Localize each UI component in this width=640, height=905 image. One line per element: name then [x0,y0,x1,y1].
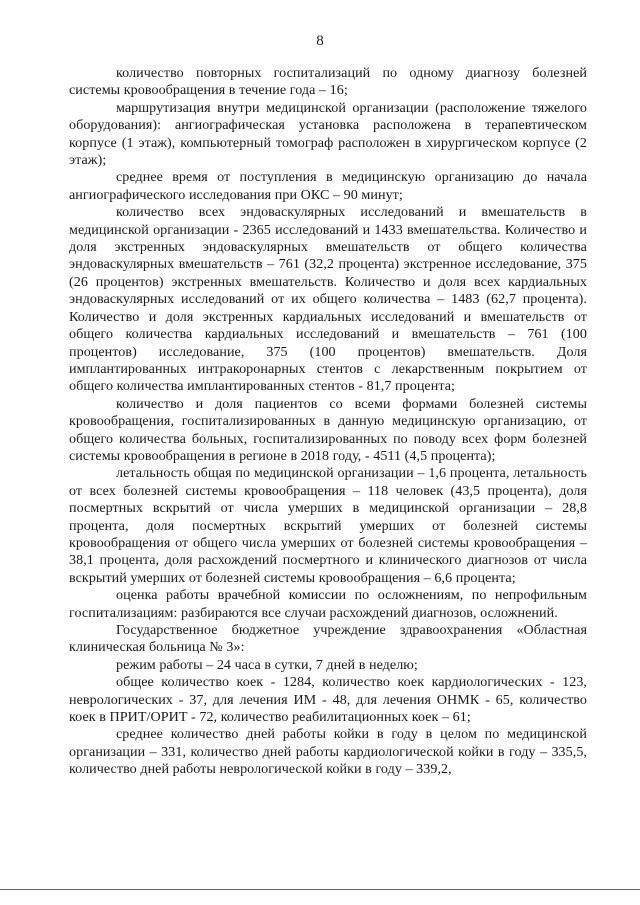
page-number: 8 [316,33,324,49]
paragraph-patient-share: количество и доля пациентов со всеми формами болезней системы кровообращения, госпитализированных в данную медицинскую организацию, от общего количества больных, госпитализированных по поводу всех форм болезней системы кровообращения в регионе в 2018 году, - 4511 (4,5 процента); [69,395,587,464]
paragraph-angiography-time: среднее время от поступления в медицинскую организацию до начала ангиографического исследования при ОКС – 90 минут; [69,169,587,203]
paragraph-hospital-name: Государственное бюджетное учреждение здравоохранения «Областная клиническая больница № 3»: [69,622,587,656]
paragraph-bed-count: общее количество коек - 1284, количество коек кардиологических - 123, неврологических - 37, для лечения ИМ - 48, для лечения ОНМК - 65, количество коек в ПРИТ/ОРИТ - 72, количество реабилитационных коек – 61; [69,674,587,726]
paragraph-repeat-hospitalizations: количество повторных госпитализаций по одному диагнозу болезней системы кровообращения в течение года – 16; [69,65,587,99]
paragraph-bed-days: среднее количество дней работы койки в году в целом по медицинской организации – 331, количество дней работы кардиологической койки в году – 335,5, количество дней работы неврологической койки в году – 339,2, [69,726,587,778]
paragraph-work-schedule: режим работы – 24 часа в сутки, 7 дней в неделю; [116,656,418,673]
paragraph-mortality: летальность общая по медицинской организации – 1,6 процента, летальность от всех болезней системы кровообращения – 118 человек (43,5 процента), доля посмертных вскрытий от числа умерших в медицинской организации – 28,8 процента, доля посмертных вскрытий умерших от болезней системы кровообращения от общего числа умерших от болезней системы кровообращения – 38,1 процента, доля расхождений посмертного и клинического диагнозов от числа вскрытий умерших от болезней системы кровообращения – 6,6 процента; [69,465,587,586]
bottom-divider [0,889,640,890]
paragraph-commission-evaluation: оценка работы врачебной комиссии по осложнениям, по непрофильным госпитализациям: разбираются все случаи расхождений диагнозов, осложнений. [69,587,587,621]
paragraph-routing-equipment: маршрутизация внутри медицинской организации (расположение тяжелого оборудования): ангиографическая установка расположена в терапевтическом корпусе (1 этаж), компьютерный томограф расположен в хирургическом корпусе (2 этаж); [69,99,587,169]
document-body [69,65,587,779]
paragraph-endovascular-stats: количество всех эндоваскулярных исследований и вмешательств в медицинской организации - 2365 исследований и 1433 вмешательства. Количество и доля экстренных эндоваскулярных вмешательств от общего количества эндоваскулярных вмешательств – 761 (32,2 процента) экстренное исследование, 375 (26 процентов) экстренных вмешательств. Количество и доля всех кардиальных эндоваскулярных исследований от их общего количества – 1483 (62,7 процента). Количество и доля экстренных кардиальных исследований и вмешательств от общего количества кардиальных исследований и вмешательств – 761 (100 процентов) исследование, 375 (100 процентов) вмешательств. Доля имплантированных интракоронарных стентов с лекарственным покрытием от общего количества имплантированных стентов - 81,7 процента; [69,204,587,395]
